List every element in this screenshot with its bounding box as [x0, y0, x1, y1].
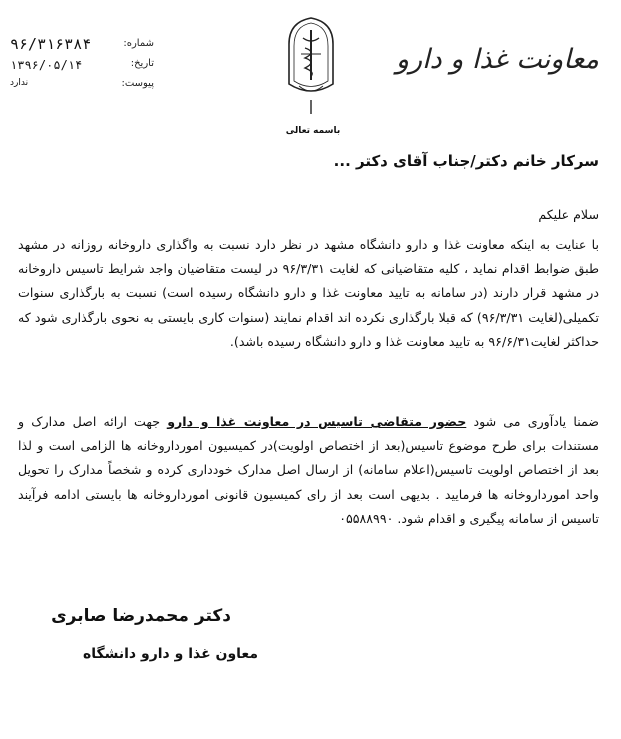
- basmala: باسمه تعالی: [285, 126, 341, 136]
- department-title: معاونت غذا و دارو: [396, 44, 599, 75]
- paragraph-1: با عنایت به اینکه معاونت غذا و دارو دانشگاه مشهد در نظر دارد نسبت به واگذاری داروخانه روزانه در مشهد طبق ضوابط اقدام نماید ، کلیه متقاضیانی که لغایت ۹۶/۳/۳۱ در لیست متقاضیان واجد شرایط تاسیس داروخانه در مشهد قرار دارند (در سامانه به تایید معاونت غذا و دارو دانشگاه رسیده است) نسبت به بارگذاری سنوات تکمیلی(لغایت ۹۶/۳/۳۱) که قبلا بارگذاری نکرده اند اقدام نمایند (سنوات کاری بایستی به نحوی بارگذاری شود که حداکثر لغایت۹۶/۶/۳۱ به تایید معاونت غذا و دارو دانشگاه رسیده باشد).: [18, 237, 599, 349]
- signatory-title: معاون غذا و دارو دانشگاه: [82, 646, 258, 662]
- attachment-label: پیوست:: [121, 78, 154, 89]
- recipient: سرکار خانم دکتر/جناب آقای دکتر ...: [333, 152, 599, 170]
- salutation: سلام علیکم: [538, 207, 599, 222]
- paragraph-2: [18, 410, 599, 531]
- paragraph-2-highlight: حضور متقاضی تاسیس در معاونت غذا و دارو: [167, 414, 467, 429]
- letter-number: ۹۶/۳۱۶۳۸۴: [10, 35, 92, 53]
- attachment-value: ندارد: [10, 78, 29, 88]
- attachment-row: [8, 78, 158, 98]
- letter-number-row: [8, 35, 158, 58]
- paragraph-2-start: ضمنا یادآوری می شود: [466, 414, 599, 429]
- signatory-name: دکتر محمدرضا صابری: [51, 606, 231, 626]
- date-row: [8, 58, 158, 78]
- letter-date: ۱۳۹۶/۰۵/۱۴: [10, 58, 83, 72]
- paragraph-2-end: جهت ارائه اصل مدارک و مستندات برای طرح موضوع تاسیس(بعد از اختصاص اولویت)در کمیسیون امورداروخانه ها الزامی است و لذا بعد از اختصاص اولویت تاسیس(اعلام سامانه) از ارسال اصل مدارک خودداری کرده و شخصاً مدارک را تحویل واحد امورداروخانه ها فرمایید . بدیهی است بعد از رای کمیسیون قانونی امورداروخانه ها بایستی ادامه فرآیند تاسیس از سامانه پیگیری و اقدام شود. ۰۵۵۸۸۹۹۰: [18, 414, 599, 526]
- letter-number-label: شماره:: [123, 38, 154, 49]
- university-logo: [283, 14, 339, 114]
- letter-meta: [8, 35, 158, 98]
- date-label: تاریخ:: [130, 58, 154, 69]
